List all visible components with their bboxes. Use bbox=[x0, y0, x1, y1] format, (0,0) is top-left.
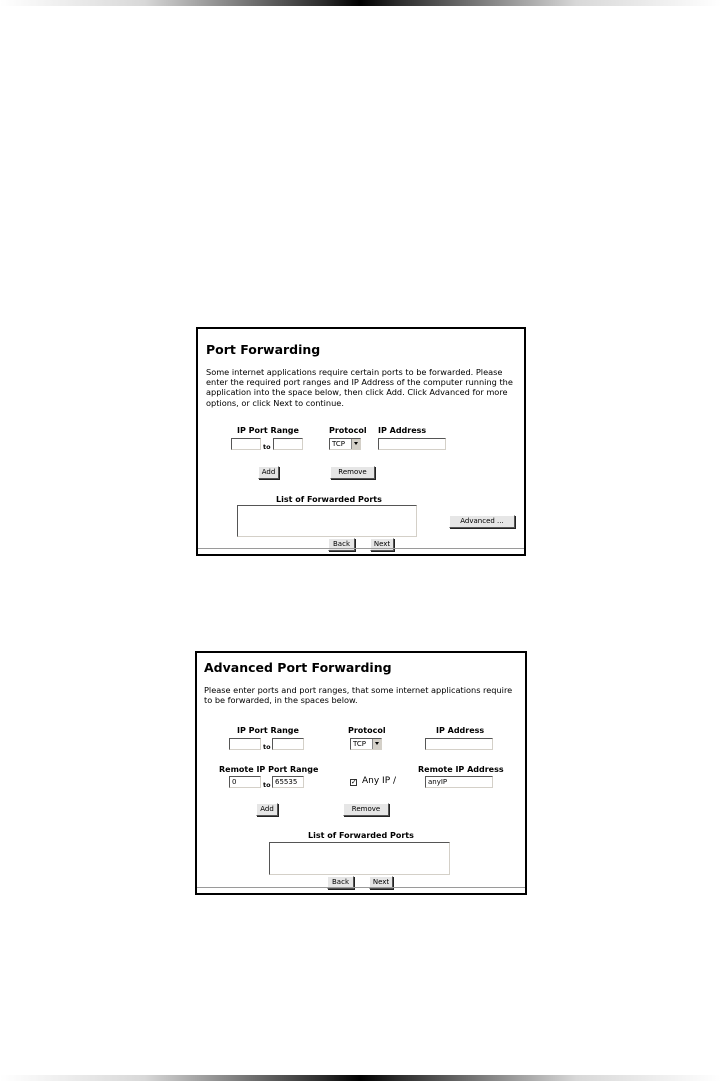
port-forwarding-panel bbox=[196, 327, 526, 556]
add-button[interactable]: Add bbox=[258, 466, 279, 479]
port-end-input[interactable] bbox=[273, 438, 303, 450]
remote-port-end-input[interactable]: 65535 bbox=[272, 776, 304, 788]
add-button[interactable]: Add bbox=[256, 803, 278, 816]
top-rule bbox=[0, 0, 721, 6]
remote-ip-port-range-label: Remote IP Port Range bbox=[219, 765, 319, 774]
next-button[interactable]: Next bbox=[370, 538, 394, 551]
ip-address-label: IP Address bbox=[436, 726, 485, 735]
forwarded-ports-list[interactable] bbox=[269, 842, 450, 875]
protocol-value: TCP bbox=[332, 440, 345, 448]
protocol-label: Protocol bbox=[348, 726, 386, 735]
protocol-label: Protocol bbox=[329, 426, 367, 435]
ip-address-input[interactable] bbox=[425, 738, 493, 750]
chevron-down-icon bbox=[372, 739, 381, 749]
port-start-input[interactable] bbox=[229, 738, 261, 750]
port-end-input[interactable] bbox=[272, 738, 304, 750]
chevron-down-icon bbox=[351, 439, 360, 449]
protocol-select[interactable] bbox=[350, 738, 382, 750]
panel-divider bbox=[198, 548, 524, 549]
list-title: List of Forwarded Ports bbox=[276, 495, 382, 504]
next-button[interactable]: Next bbox=[369, 876, 393, 889]
protocol-value: TCP bbox=[353, 740, 366, 748]
page-description: Some internet applications require certain ports to be forwarded. Please enter the required port ranges and IP Address of the computer running the application into the space below, then click Add. Click Advanced for more options, or click Next to continue. bbox=[206, 367, 513, 408]
ip-port-range-label: IP Port Range bbox=[237, 426, 299, 435]
remote-ip-address-input[interactable]: anyIP bbox=[425, 776, 493, 788]
panel-divider bbox=[197, 887, 525, 888]
forwarded-ports-list[interactable] bbox=[237, 505, 417, 537]
to-label: to bbox=[263, 743, 271, 751]
protocol-select[interactable] bbox=[329, 438, 361, 450]
any-ip-checkbox[interactable]: ✓ bbox=[351, 778, 357, 786]
remote-ip-address-label: Remote IP Address bbox=[418, 765, 504, 774]
page-title: Advanced Port Forwarding bbox=[204, 660, 392, 675]
bottom-rule bbox=[0, 1075, 721, 1081]
to-label: to bbox=[263, 781, 271, 789]
remote-port-start-input[interactable]: 0 bbox=[229, 776, 261, 788]
any-ip-label: Any IP / bbox=[362, 776, 397, 786]
advanced-button[interactable]: Advanced ... bbox=[449, 515, 515, 528]
back-button[interactable]: Back bbox=[327, 876, 354, 889]
advanced-port-forwarding-panel bbox=[195, 651, 527, 895]
back-button[interactable]: Back bbox=[328, 538, 355, 551]
remove-button[interactable]: Remove bbox=[330, 466, 375, 479]
page-title: Port Forwarding bbox=[206, 342, 321, 357]
to-label: to bbox=[263, 443, 271, 451]
page-description: Please enter ports and port ranges, that some internet applications require to be forwarded, in the spaces below. bbox=[204, 685, 513, 706]
ip-address-input[interactable] bbox=[378, 438, 446, 450]
list-title: List of Forwarded Ports bbox=[308, 831, 414, 840]
remove-button[interactable]: Remove bbox=[343, 803, 389, 816]
ip-address-label: IP Address bbox=[378, 426, 427, 435]
port-start-input[interactable] bbox=[231, 438, 261, 450]
ip-port-range-label: IP Port Range bbox=[237, 726, 299, 735]
